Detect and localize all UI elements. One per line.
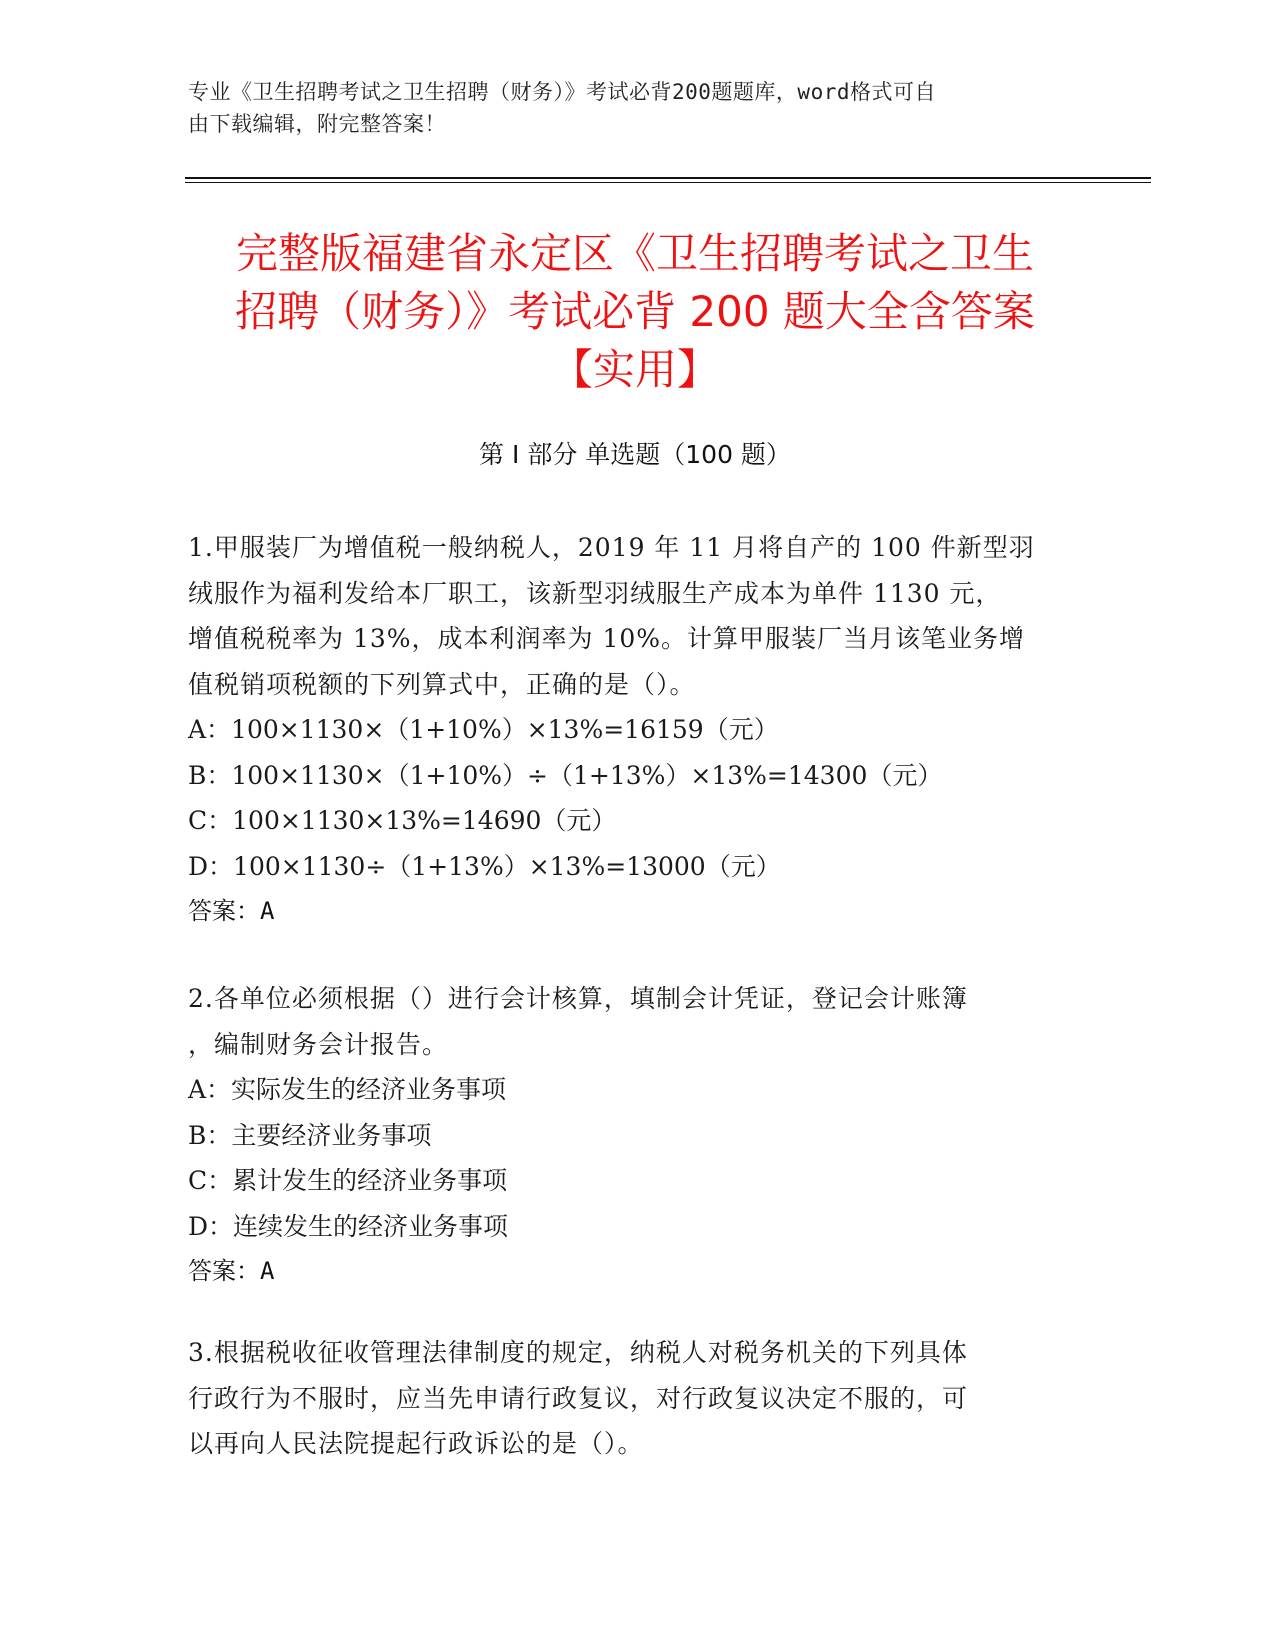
stem-line: 3.根据税收征收管理法律制度的规定，纳税人对税务机关的下列具体 (188, 1338, 968, 1367)
title-line: 招聘（财务）》考试必背 200 题大全含答案 (235, 287, 1035, 336)
document-title (185, 225, 1085, 399)
option-d: D：连续发生的经济业务事项 (188, 1211, 509, 1241)
stem-line: 2.各单位必须根据（）进行会计核算，填制会计凭证，登记会计账簿 (188, 984, 968, 1013)
stem-line: 绒服作为福利发给本厂职工，该新型羽绒服生产成本为单件 1130 元， (188, 578, 1002, 608)
option-d: D：100×1130÷（1+13%）×13%=13000（元） (188, 851, 781, 881)
question-stem (188, 976, 1088, 1067)
question-2 (188, 976, 1088, 1295)
section-heading: 第 I 部分 单选题（100 题） (479, 440, 791, 469)
answer-text: 答案：A (188, 1257, 275, 1285)
option-c: C：100×1130×13%=14690（元） (188, 806, 617, 835)
question-3 (188, 1330, 1088, 1467)
option-a: A：实际发生的经济业务事项 (188, 1075, 507, 1104)
option-b: B：主要经济业务事项 (188, 1120, 432, 1150)
question-1 (188, 525, 1088, 935)
option-a: A：100×1130×（1+10%）×13%=16159（元） (188, 715, 779, 744)
stem-line: 增值税税率为 13%，成本利润率为 10%。计算甲服装厂当月该笔业务增 (188, 624, 1026, 653)
answer-text: 答案：A (188, 897, 275, 925)
title-line: 【实用】 (550, 345, 719, 394)
question-stem (188, 525, 1088, 707)
stem-line: ，编制财务会计报告。 (188, 1029, 449, 1059)
header-divider (185, 177, 1151, 179)
option-c: C：累计发生的经济业务事项 (188, 1166, 508, 1195)
stem-line: 行政行为不服时，应当先申请行政复议，对行政复议决定不服的，可 (188, 1383, 969, 1413)
stem-line: 1.甲服装厂为增值税一般纳税人，2019 年 11 月将自产的 100 件新型羽 (188, 533, 1035, 562)
header-divider-thin (185, 182, 1151, 183)
title-line: 完整版福建省永定区《卫生招聘考试之卫生 (235, 229, 1034, 278)
stem-line: 以再向人民法院提起行政诉讼的是（）。 (188, 1429, 644, 1458)
question-stem (188, 1330, 1088, 1467)
stem-line: 值税销项税额的下列算式中，正确的是（）。 (188, 669, 696, 699)
option-b: B：100×1130×（1+10%）÷（1+13%）×13%=14300（元） (188, 760, 943, 790)
header-note-line: 由下载编辑，附完整答案！ (188, 112, 446, 136)
header-note (188, 76, 1068, 140)
header-note-line: 专业《卫生招聘考试之卫生招聘（财务）》考试必背200题题库，word格式可自 (188, 80, 936, 104)
